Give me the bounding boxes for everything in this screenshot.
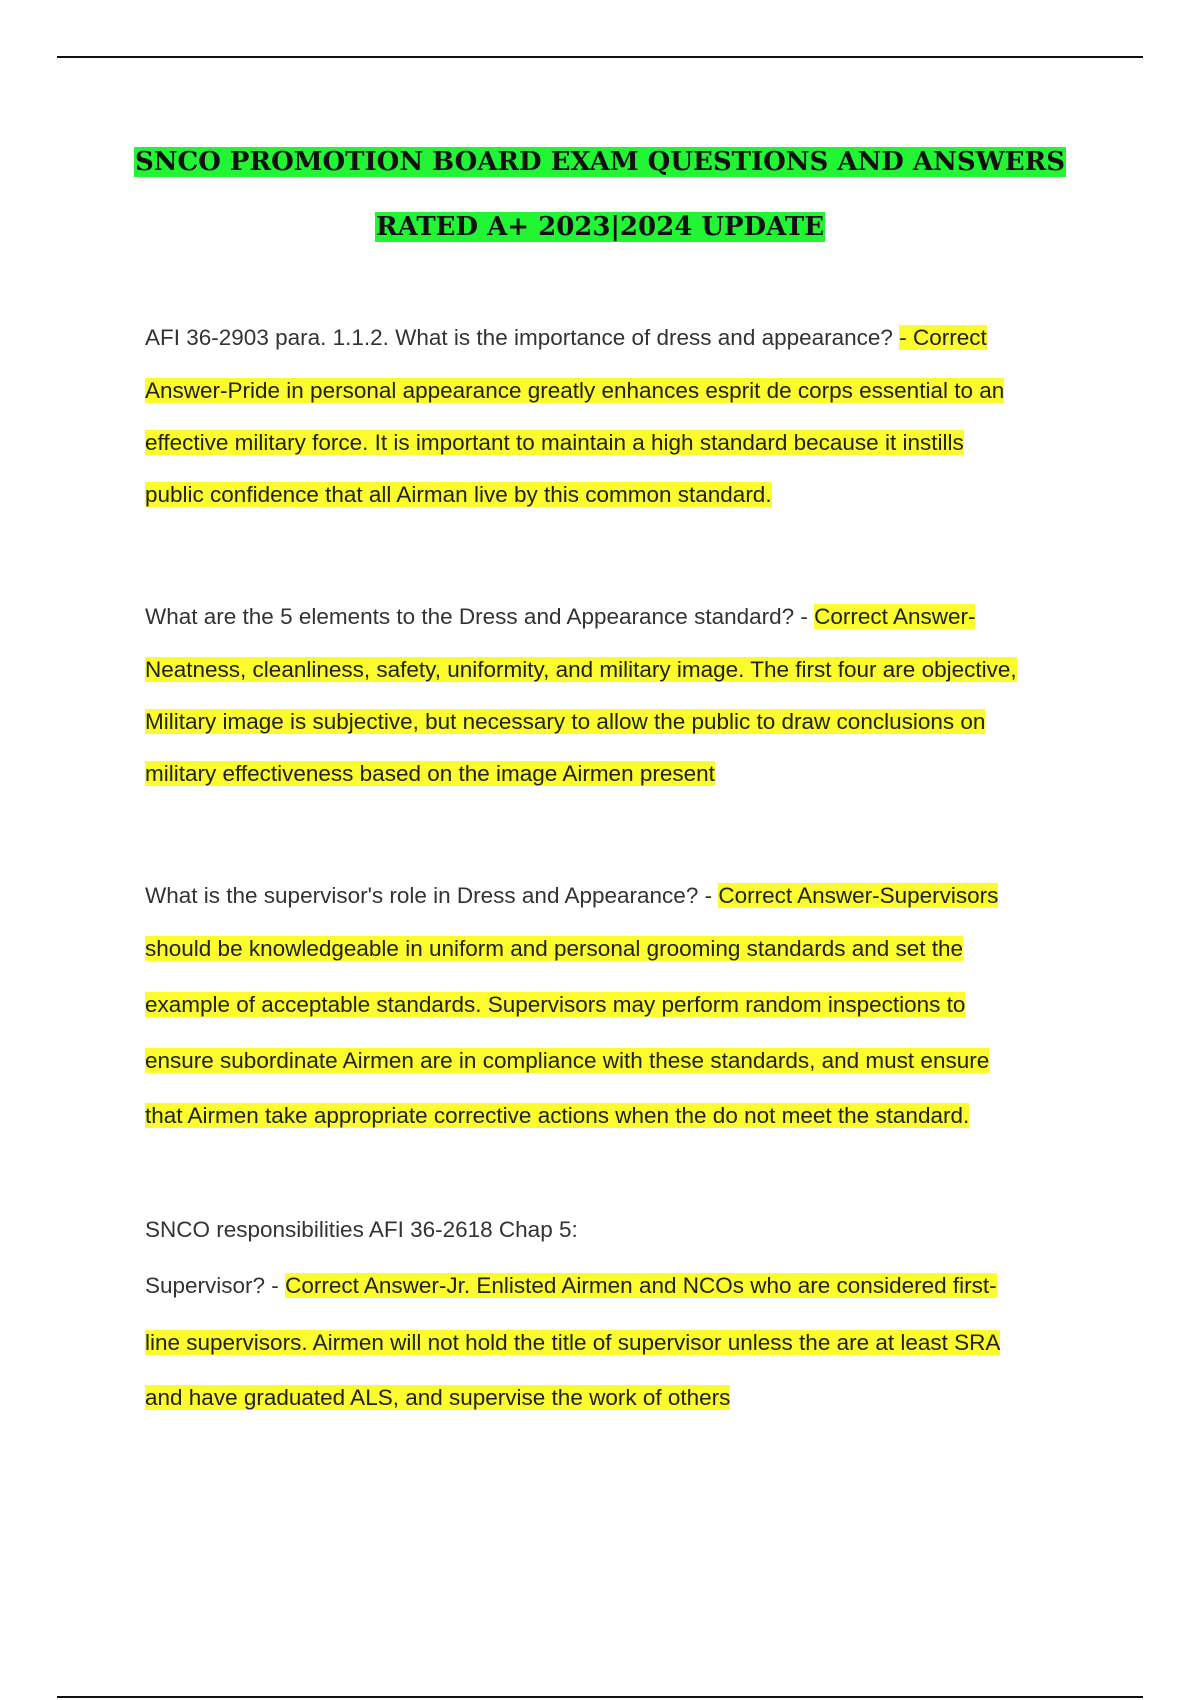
answer-text: Correct Answer-Supervisors (718, 883, 999, 908)
section-heading (145, 1210, 1105, 1266)
qa-line (145, 702, 1105, 754)
answer-text: effective military force. It is important to maintain a high standard because it instills (145, 430, 964, 455)
top-rule (57, 56, 1143, 58)
qa-item-2 (145, 597, 1105, 806)
qa-line (145, 876, 1105, 929)
answer-text: should be knowledgeable in uniform and personal grooming standards and set the (145, 936, 964, 961)
qa-item-3 (145, 876, 1105, 1148)
qa-line (145, 475, 1105, 527)
qa-line (145, 650, 1105, 702)
qa-line (145, 1323, 1105, 1378)
qa-line (145, 1041, 1105, 1096)
section-heading-text: SNCO responsibilities AFI 36-2618 Chap 5: (145, 1217, 578, 1242)
qa-line (145, 318, 1105, 371)
answer-text: and have graduated ALS, and supervise the work of others (145, 1385, 731, 1410)
answer-text: Correct Answer- (814, 604, 976, 629)
qa-line (145, 597, 1105, 650)
answer-text: line supervisors. Airmen will not hold the title of supervisor unless the are at least SRA (145, 1330, 1001, 1355)
document-title-line-2: RATED A+ 2023|2024 UPDATE (375, 212, 825, 242)
qa-item-4 (145, 1210, 1105, 1430)
qa-line (145, 1266, 1105, 1323)
answer-text: Correct Answer-Jr. Enlisted Airmen and NCOs who are considered first- (285, 1273, 997, 1298)
answer-text: that Airmen take appropriate corrective actions when the do not meet the standard. (145, 1103, 970, 1128)
answer-text: Military image is subjective, but necessary to allow the public to draw conclusions on (145, 709, 986, 734)
answer-text: military effectiveness based on the image Airmen present (145, 761, 715, 786)
qa-line (145, 423, 1105, 475)
qa-line (145, 929, 1105, 985)
answer-text: example of acceptable standards. Supervisors may perform random inspections to (145, 992, 966, 1017)
qa-line (145, 1378, 1105, 1430)
answer-text: - Correct (899, 325, 987, 350)
question-text: Supervisor? - (145, 1273, 279, 1298)
qa-line (145, 754, 1105, 806)
question-text: What are the 5 elements to the Dress and Appearance standard? - (145, 604, 808, 629)
answer-text: Neatness, cleanliness, safety, uniformity, and military image. The first four are objective, (145, 657, 1017, 682)
answer-text: public confidence that all Airman live by this common standard. (145, 482, 772, 507)
bottom-rule (57, 1696, 1143, 1698)
answer-text: ensure subordinate Airmen are in compliance with these standards, and must ensure (145, 1048, 990, 1073)
answer-text: Answer-Pride in personal appearance greatly enhances esprit de corps essential to an (145, 378, 1005, 403)
question-text: AFI 36-2903 para. 1.1.2. What is the importance of dress and appearance? (145, 325, 893, 350)
document-title-line-1: SNCO PROMOTION BOARD EXAM QUESTIONS AND ANSWERS (134, 147, 1066, 177)
question-text: What is the supervisor's role in Dress and Appearance? - (145, 883, 713, 908)
qa-line (145, 371, 1105, 423)
qa-item-1 (145, 318, 1105, 527)
qa-line (145, 985, 1105, 1041)
qa-line (145, 1096, 1105, 1148)
